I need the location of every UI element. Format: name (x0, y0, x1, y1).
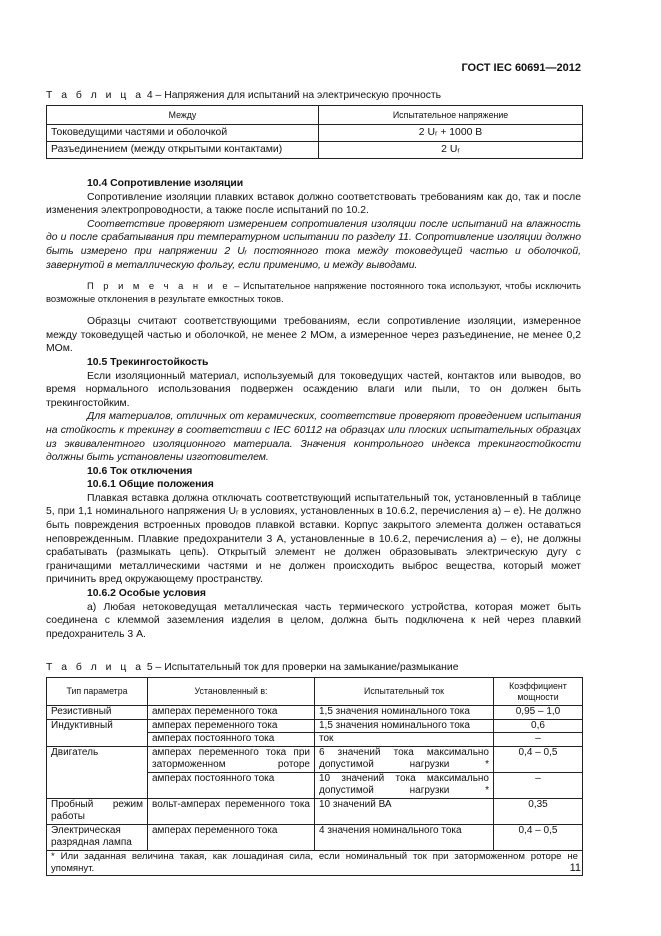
table5-cell: – (494, 733, 583, 747)
table5-cell: 0,4 – 0,5 (494, 746, 583, 772)
table5-cell: 0,35 (494, 798, 583, 824)
table4-cell: 2 Uᵣ (319, 142, 583, 159)
note-label: П р и м е ч а н и е (87, 280, 231, 292)
table5-cell: амперах переменного тока (148, 706, 315, 720)
table5-cell: Пробный режим работы (47, 798, 148, 824)
table5-cell: Индуктивный (47, 719, 148, 746)
table5-cell: 6 значений тока максимально допустимой нагрузки * (315, 746, 494, 772)
table5-cell: Двигатель (47, 746, 148, 798)
table5-cell: амперах постоянного тока (148, 772, 315, 798)
table4 (46, 105, 583, 159)
paragraph: Если изоляционный материал, используемый для токоведущих частей, контактов или выводов, во время нормального использования подвержен осаждению влаги или пыли, то он должен быть трекингостойким. (46, 370, 581, 409)
table4-caption-label: Т а б л и ц а (46, 90, 144, 101)
subsection-heading: 10.6.1 Общие положения (87, 479, 214, 491)
table5-footnote: * Или заданная величина такая, как лошадиная сила, если номинальный ток при заторможенном роторе не упомянут. (47, 850, 583, 875)
table4-cell: 2 Uᵣ + 1000 В (319, 125, 583, 142)
table4-cell: Токоведущими частями и оболочкой (47, 125, 319, 142)
table5-caption-text: 5 – Испытательный ток для проверки на замыкание/размыкание (146, 662, 459, 673)
paragraph: Соответствие проверяют измерением сопротивления изоляции после испытаний на влажность до и после срабатывания при температурном испытании по разделу 11. Сопротивление изоляции должно быть измерено при напряжении 2 Uᵣ постоянного тока между токоведущей частью и оболочкой, завернутой в металлическую фольгу, если применимо, и между выводами. (46, 218, 581, 271)
section-heading: 10.4 Сопротивление изоляции (87, 178, 244, 189)
table5-cell: амперах переменного тока (148, 824, 315, 850)
paragraph: а) Любая нетоковедущая металлическая часть термического устройства, которая может быть соединена с клеммой заземления изделия в целом, должна быть подключена к ней через плавкий предохранитель 3 А. (46, 601, 581, 640)
table5-cell: 0,6 (494, 719, 583, 733)
table4-header-between: Между (47, 106, 319, 125)
table5-caption-label: Т а б л и ц а (46, 662, 144, 673)
table5-cell: вольт-амперах переменного тока (148, 798, 315, 824)
table5-cell: амперах постоянного тока (148, 733, 315, 747)
table5-cell: 10 значений тока максимально допустимой нагрузки * (315, 772, 494, 798)
paragraph: Сопротивление изоляции плавких вставок должно соответствовать требованиям как до, так и после изменения электропроводности, а также после испытаний по 10.2. (46, 191, 581, 217)
table5-cell: – (494, 772, 583, 798)
table5-cell: амперах переменного тока при заторможенном роторе (148, 746, 315, 772)
subsection-heading: 10.6.2 Особые условия (87, 588, 206, 600)
table5-cell: Резистивный (47, 706, 148, 720)
table5-header: Испытательный ток (315, 678, 494, 706)
table5-cell: амперах переменного тока (148, 719, 315, 733)
page-number: 11 (569, 862, 581, 874)
table5-cell: 0,95 – 1,0 (494, 706, 583, 720)
table4-caption-text: 4 – Напряжения для испытаний на электрическую прочность (146, 90, 442, 101)
table5-cell: ток (315, 733, 494, 747)
table5-caption (46, 662, 459, 673)
table5-header: Коэффициент мощности (494, 678, 583, 706)
table5-cell: 4 значения номинального тока (315, 824, 494, 850)
table4-cell: Разъединением (между открытыми контактами) (47, 142, 319, 159)
table4-caption (46, 90, 441, 101)
note-text: – Испытательное напряжение постоянного тока используют, чтобы исключить возможные отклонения в результате емкостных токов. (46, 280, 581, 304)
table5-header: Установленный в: (148, 678, 315, 706)
table5-cell: Электрическая разрядная лампа (47, 824, 148, 850)
table5-cell: 10 значений ВА (315, 798, 494, 824)
section-heading: 10.6 Ток отключения (87, 465, 193, 477)
section-heading: 10.5 Трекингостойкость (87, 356, 209, 368)
body-text (46, 177, 581, 641)
standard-designation: ГОСТ IEC 60691—2012 (461, 62, 581, 74)
paragraph: Для материалов, отличных от керамических, соответствие проверяют проведением испытания на стойкость к трекингу в соответствии с IEC 60112 на образцах или плоских испытательных образцах из эквивалентного изоляционного материала. Значения контрольного индекса трекингостойкости должны быть установлены изготовителем. (46, 411, 581, 464)
table5 (46, 677, 583, 876)
table5-cell: 1,5 значения номинального тока (315, 719, 494, 733)
table5-header: Тип параметра (47, 678, 148, 706)
paragraph: Образцы считают соответствующими требованиям, если сопротивление изоляции, измеренное между токоведущей частью и оболочкой, не менее 2 МОм, а измеренное через разъединение, не менее 0,2 МОм. (46, 316, 581, 355)
table5-cell: 0,4 – 0,5 (494, 824, 583, 850)
table5-cell: 1,5 значения номинального тока (315, 706, 494, 720)
paragraph: Плавкая вставка должна отключать соответствующий испытательный ток, установленный в таблице 5, при 1,1 номинального напряжения Uᵣ в условиях, установленных в 10.6.2, перечисления а) – е). Не должно быть повреждения встроенных проводов плавкой вставки. Корпус закрытого элемента должен оставаться неповрежденным. Плавкие предохранители 3 А, установленные в 10.6.2, перечисления а) – е), не должны срабатывать (размыкать цепь). Открытый элемент не должен образовывать электрическую дугу с граничащими металлическими частями и не должен происходить выброс вещества, который может причинить вред окружающему пространству. (46, 492, 581, 586)
table4-header-voltage: Испытательное напряжение (319, 106, 583, 125)
note (46, 280, 581, 305)
